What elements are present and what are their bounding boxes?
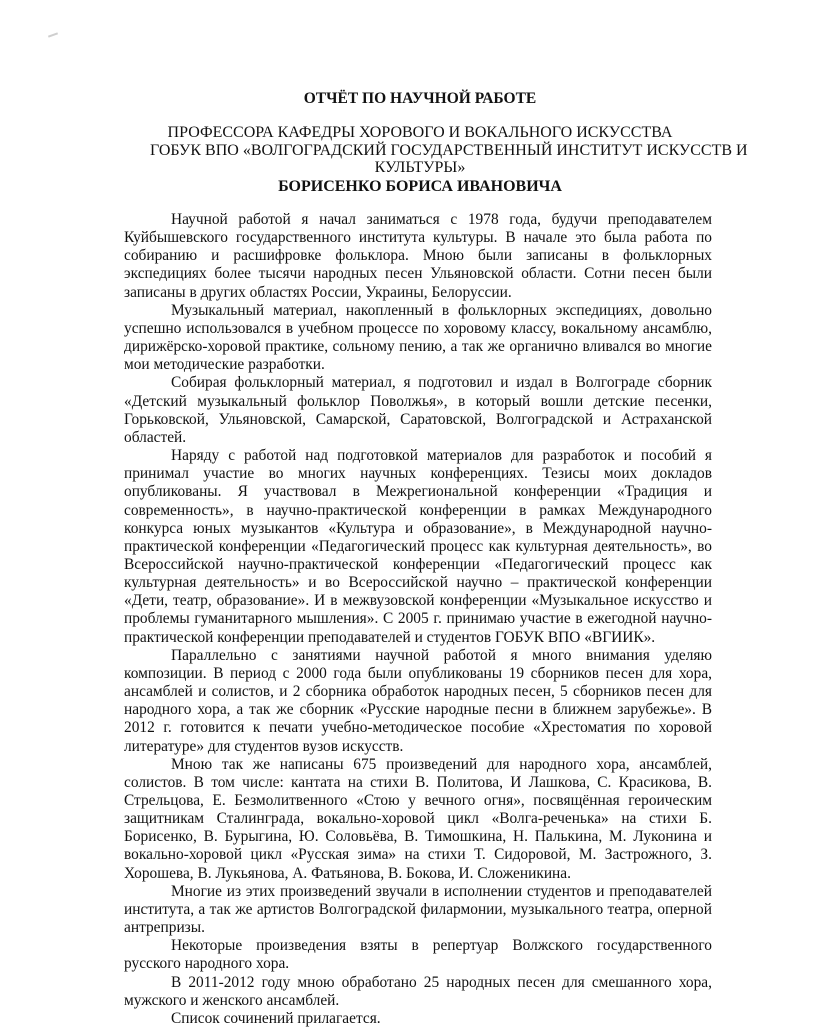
paragraph: Музыкальный материал, накопленный в фольклорных экспедициях, довольно успешно использовался в учебном процессе по хоровому классу, вокальному ансамблю, дирижёрско-хоровой практике, сольному пению, а так же органично вливался во многие мои методические разработки. <box>124 301 712 374</box>
scan-artifact <box>48 32 58 37</box>
author-name: БОРИСЕНКО БОРИСА ИВАНОВИЧА <box>278 178 562 195</box>
paragraph: Научной работой я начал заниматься с 1978 года, будучи преподавателем Куйбышевского государственного института культуры. В начале это была работа по собиранию и расшифровке фольклора. Мною были записаны в фольклорных экспедициях более тысячи народных песен Ульяновской области. Сотни песен были записаны в других областях России, Украины, Белоруссии. <box>124 211 712 301</box>
subtitle-line: ПРОФЕССОРА КАФЕДРЫ ХОРОВОГО И ВОКАЛЬНОГО ИСКУССТВА <box>167 124 673 141</box>
paragraph: Многие из этих произведений звучали в исполнении студентов и преподавателей института, а так же артистов Волгоградской филармонии, музыкального театра, оперной антрепризы. <box>124 882 712 937</box>
paragraph: Некоторые произведения взяты в репертуар Волжского государственного русского народного хора. <box>124 937 712 973</box>
paragraph: Параллельно с занятиями научной работой я много внимания уделяю композиции. В период с 2000 года были опубликованы 19 сборников песен для хора, ансамблей и солистов, и 2 сборника обработок народных песен, 5 сборников песен для народного хора, а так же сборник «Русские народные песни в ближнем зарубежье». В 2012 г. готовится к печати учебно-методическое пособие «Хрестоматия по хоровой литературе» для студентов вузов искусств. <box>124 646 712 755</box>
document-title: ОТЧЁТ ПО НАУЧНОЙ РАБОТЕ <box>303 90 537 107</box>
document-subtitle <box>150 124 748 177</box>
paragraph: Мною так же написаны 675 произведений для народного хора, ансамблей, солистов. В том числе: кантата на стихи В. Политова, И Лашкова, С. Красикова, В. Стрельцова, Е. Безмолитвенного «Стою у вечного огня», посвящённая героическим защитникам Сталинграда, вокально-хоровой цикл «Волга-реченька» на стихи Б. Борисенко, В. Бурыгина, Ю. Соловьёва, В. Тимошкина, Н. Палькина, М. Луконина и вокально-хоровой цикл «Русская зима» на стихи Т. Сидоровой, М. Застрожного, З. Хорошева, В. Лукьянова, А. Фатьянова, В. Бокова, И. Сложеникина. <box>124 755 712 882</box>
paragraph: В 2011-2012 году мною обработано 25 народных песен для смешанного хора, мужского и женского ансамблей. <box>124 973 712 1009</box>
subtitle-line: ГОБУК ВПО «ВОЛГОГРАДСКИЙ ГОСУДАРСТВЕННЫЙ ИНСТИТУТ ИСКУССТВ И <box>150 141 748 159</box>
paragraph: Список сочинений прилагается. <box>171 1009 381 1027</box>
paragraph: Наряду с работой над подготовкой материалов для разработок и пособий я принимал участие во многих научных конференциях. Тезисы моих докладов опубликованы. Я участвовал в Межрегиональной конференции «Традиция и современность», в научно-практической конференции в рамках Международного конкурса юных музыкантов «Культура и образование», в Международной научно-практической конференции «Педагогический процесс как культурная деятельность», во Всероссийской научно-практической конференции «Педагогический процесс как культурная деятельность» и во Всероссийской научно – практической конференции «Дети, театр, образование». И в межвузовской конференции «Музыкальное искусство и проблемы гуманитарного мышления». С 2005 г. принимаю участие в ежегодной научно-практической конференции преподавателей и студентов ГОБУК ВПО «ВГИИК». <box>124 447 712 646</box>
subtitle-line: КУЛЬТУРЫ» <box>374 159 466 176</box>
report-body <box>124 211 712 1028</box>
paragraph: Собирая фольклорный материал, я подготовил и издал в Волгограде сборник «Детский музыкальный фольклор Поволжья», в который вошли детские песенки, Горьковской, Ульяновской, Самарской, Саратовской, Волгоградской и Астраханской областей. <box>124 374 712 446</box>
